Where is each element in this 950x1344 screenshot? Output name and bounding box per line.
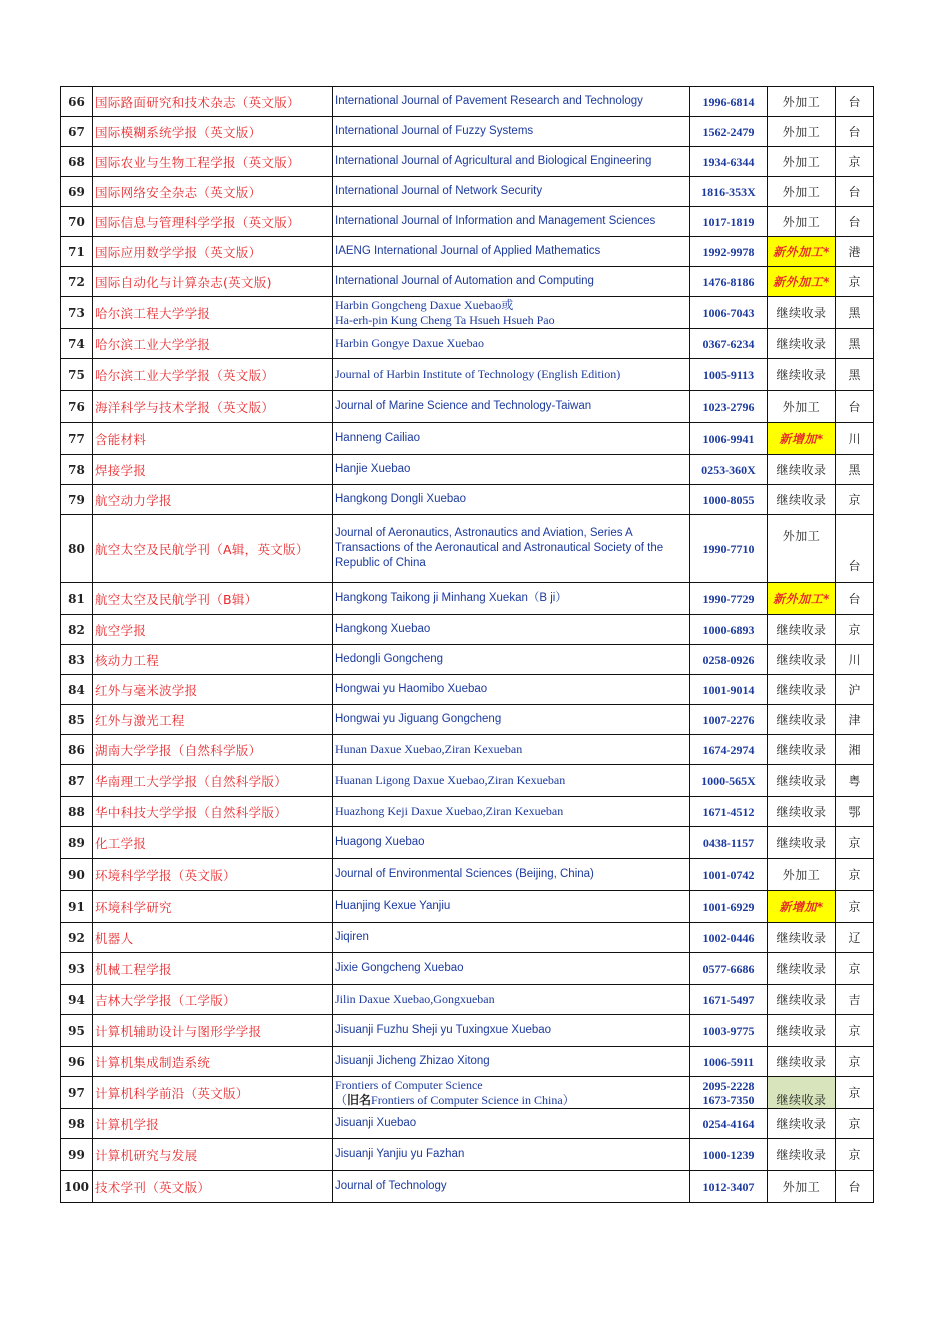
english-title: International Journal of Automation and Computing <box>333 267 690 297</box>
table-row <box>61 705 874 735</box>
english-title: International Journal of Network Security <box>333 177 690 207</box>
row-number: 95 <box>61 1015 93 1047</box>
issn: 1000-565X <box>690 765 768 797</box>
row-number: 87 <box>61 765 93 797</box>
region-cell: 京 <box>836 859 874 891</box>
chinese-title: 焊接学报 <box>93 455 333 485</box>
table-row <box>61 455 874 485</box>
chinese-title: 化工学报 <box>93 827 333 859</box>
region-cell: 鄂 <box>836 797 874 827</box>
region-cell: 京 <box>836 1139 874 1171</box>
chinese-title: 航空太空及民航学刊（A辑，英文版） <box>93 515 333 583</box>
row-number: 79 <box>61 485 93 515</box>
chinese-title: 哈尔滨工业大学学报 <box>93 329 333 359</box>
issn: 1005-9113 <box>690 359 768 391</box>
english-title: Huanjing Kexue Yanjiu <box>333 891 690 923</box>
status-cell: 外加工 <box>768 207 836 237</box>
issn: 0253-360X <box>690 455 768 485</box>
row-number: 84 <box>61 675 93 705</box>
chinese-title: 机器人 <box>93 923 333 953</box>
table-row <box>61 485 874 515</box>
table-row <box>61 1139 874 1171</box>
region-cell: 台 <box>836 583 874 615</box>
status-cell: 继续收录 <box>768 1015 836 1047</box>
region-cell: 京 <box>836 147 874 177</box>
status-cell: 继续收录 <box>768 485 836 515</box>
chinese-title: 哈尔滨工业大学学报（英文版） <box>93 359 333 391</box>
issn: 0577-6686 <box>690 953 768 985</box>
issn: 1003-9775 <box>690 1015 768 1047</box>
english-title: Jisuanji Yanjiu yu Fazhan <box>333 1139 690 1171</box>
issn: 1562-2479 <box>690 117 768 147</box>
issn: 1674-2974 <box>690 735 768 765</box>
english-title: Huanan Ligong Daxue Xuebao,Ziran Kexueban <box>333 765 690 797</box>
table-row <box>61 891 874 923</box>
status-cell: 继续收录 <box>768 359 836 391</box>
region-cell: 京 <box>836 267 874 297</box>
english-title-line: Harbin Gongcheng Daxue Xuebao或 <box>335 297 514 312</box>
status-cell: 新外加工* <box>768 267 836 297</box>
chinese-title: 华中科技大学学报（自然科学版） <box>93 797 333 827</box>
chinese-title: 技术学刊（英文版） <box>93 1171 333 1203</box>
region-cell: 台 <box>836 391 874 423</box>
row-number: 69 <box>61 177 93 207</box>
row-number: 91 <box>61 891 93 923</box>
english-title: International Journal of Agricultural and Biological Engineering <box>333 147 690 177</box>
english-title: Hongwai yu Jiguang Gongcheng <box>333 705 690 735</box>
region-cell: 港 <box>836 237 874 267</box>
chinese-title: 国际路面研究和技术杂志（英文版） <box>93 87 333 117</box>
issn: 1012-3407 <box>690 1171 768 1203</box>
chinese-title: 国际网络安全杂志（英文版） <box>93 177 333 207</box>
english-title <box>333 297 690 329</box>
row-number: 80 <box>61 515 93 583</box>
status-cell: 继续收录 <box>768 827 836 859</box>
issn: 1000-8055 <box>690 485 768 515</box>
english-title: Hanneng Cailiao <box>333 423 690 455</box>
english-title: International Journal of Information and Management Sciences <box>333 207 690 237</box>
issn: 0258-0926 <box>690 645 768 675</box>
row-number: 72 <box>61 267 93 297</box>
chinese-title: 计算机研究与发展 <box>93 1139 333 1171</box>
row-number: 68 <box>61 147 93 177</box>
row-number: 66 <box>61 87 93 117</box>
region-cell: 京 <box>836 891 874 923</box>
region-cell: 台 <box>836 87 874 117</box>
status-cell: 继续收录 <box>768 797 836 827</box>
region-cell: 黑 <box>836 297 874 329</box>
english-title: Hangkong Dongli Xuebao <box>333 485 690 515</box>
row-number: 96 <box>61 1047 93 1077</box>
english-title: Jiqiren <box>333 923 690 953</box>
table-row <box>61 237 874 267</box>
table-row <box>61 117 874 147</box>
english-title: Hunan Daxue Xuebao,Ziran Kexueban <box>333 735 690 765</box>
table-row <box>61 735 874 765</box>
english-title: Jisuanji Jicheng Zhizao Xitong <box>333 1047 690 1077</box>
english-title-bracket: （ <box>335 1092 348 1107</box>
chinese-title: 吉林大学学报（工学版） <box>93 985 333 1015</box>
status-cell: 继续收录 <box>768 1139 836 1171</box>
status-cell: 外加工 <box>768 515 836 583</box>
table-row <box>61 859 874 891</box>
region-cell: 京 <box>836 1047 874 1077</box>
status-cell: 继续收录 <box>768 735 836 765</box>
region-cell: 京 <box>836 827 874 859</box>
row-number: 76 <box>61 391 93 423</box>
chinese-title: 计算机辅助设计与图形学学报 <box>93 1015 333 1047</box>
row-number: 98 <box>61 1109 93 1139</box>
table-row <box>61 985 874 1015</box>
issn: 1671-5497 <box>690 985 768 1015</box>
status-cell: 继续收录 <box>768 765 836 797</box>
row-number: 83 <box>61 645 93 675</box>
english-title: Hangkong Taikong ji Minhang Xuekan（B ji） <box>333 583 690 615</box>
english-title: International Journal of Fuzzy Systems <box>333 117 690 147</box>
chinese-title: 含能材料 <box>93 423 333 455</box>
issn: 1001-0742 <box>690 859 768 891</box>
row-number: 89 <box>61 827 93 859</box>
issn: 0254-4164 <box>690 1109 768 1139</box>
region-cell: 台 <box>836 177 874 207</box>
chinese-title: 环境科学研究 <box>93 891 333 923</box>
english-title-line: Republic of China <box>335 557 426 569</box>
former-name-label: 旧名 <box>347 1092 372 1107</box>
region-cell: 京 <box>836 1109 874 1139</box>
issn: 1934-6344 <box>690 147 768 177</box>
table-row <box>61 87 874 117</box>
status-cell: 继续收录 <box>768 297 836 329</box>
status-cell: 继续收录 <box>768 455 836 485</box>
region-cell: 京 <box>836 485 874 515</box>
status-cell: 继续收录 <box>768 923 836 953</box>
row-number: 90 <box>61 859 93 891</box>
chinese-title: 国际应用数学学报（英文版） <box>93 237 333 267</box>
region-cell: 川 <box>836 423 874 455</box>
row-number: 97 <box>61 1077 93 1109</box>
status-cell: 外加工 <box>768 859 836 891</box>
row-number: 67 <box>61 117 93 147</box>
status-cell: 外加工 <box>768 117 836 147</box>
status-cell: 外加工 <box>768 391 836 423</box>
status-cell: 新增加* <box>768 891 836 923</box>
chinese-title: 华南理工大学学报（自然科学版） <box>93 765 333 797</box>
chinese-title: 红外与毫米波学报 <box>93 675 333 705</box>
english-title: Huagong Xuebao <box>333 827 690 859</box>
chinese-title: 红外与激光工程 <box>93 705 333 735</box>
region-cell: 台 <box>836 117 874 147</box>
status-cell: 继续收录 <box>768 1109 836 1139</box>
table-row <box>61 515 874 583</box>
row-number: 73 <box>61 297 93 329</box>
english-title: Hongwai yu Haomibo Xuebao <box>333 675 690 705</box>
row-number: 99 <box>61 1139 93 1171</box>
region-cell: 津 <box>836 705 874 735</box>
table-row <box>61 423 874 455</box>
status-cell: 继续收录 <box>768 1077 836 1109</box>
region-cell: 京 <box>836 615 874 645</box>
english-title: Journal of Marine Science and Technology-Taiwan <box>333 391 690 423</box>
region-cell: 吉 <box>836 985 874 1015</box>
issn: 1000-1239 <box>690 1139 768 1171</box>
table-row <box>61 297 874 329</box>
row-number: 82 <box>61 615 93 645</box>
english-title-line: Transactions of the Aeronautical and Astronautical Society of the <box>335 542 664 554</box>
issn: 1992-9978 <box>690 237 768 267</box>
row-number: 75 <box>61 359 93 391</box>
journal-table <box>60 86 874 1203</box>
row-number: 100 <box>61 1171 93 1203</box>
region-cell: 湘 <box>836 735 874 765</box>
issn: 1000-6893 <box>690 615 768 645</box>
chinese-title: 计算机科学前沿（英文版） <box>93 1077 333 1109</box>
chinese-title: 湖南大学学报（自然科学版） <box>93 735 333 765</box>
chinese-title: 核动力工程 <box>93 645 333 675</box>
status-cell: 新外加工* <box>768 583 836 615</box>
issn: 0438-1157 <box>690 827 768 859</box>
issn: 1017-1819 <box>690 207 768 237</box>
english-title: Hanjie Xuebao <box>333 455 690 485</box>
status-cell: 继续收录 <box>768 645 836 675</box>
chinese-title: 机械工程学报 <box>93 953 333 985</box>
region-cell: 台 <box>836 515 874 583</box>
row-number: 93 <box>61 953 93 985</box>
row-number: 74 <box>61 329 93 359</box>
english-title <box>333 1077 690 1109</box>
region-cell: 台 <box>836 207 874 237</box>
english-title: Jilin Daxue Xuebao,Gongxueban <box>333 985 690 1015</box>
table-row <box>61 177 874 207</box>
region-cell: 粤 <box>836 765 874 797</box>
row-number: 81 <box>61 583 93 615</box>
row-number: 94 <box>61 985 93 1015</box>
status-cell: 继续收录 <box>768 615 836 645</box>
status-cell: 继续收录 <box>768 675 836 705</box>
issn: 1006-9941 <box>690 423 768 455</box>
region-cell: 川 <box>836 645 874 675</box>
issn: 1006-5911 <box>690 1047 768 1077</box>
region-cell: 沪 <box>836 675 874 705</box>
status-cell: 外加工 <box>768 147 836 177</box>
status-cell: 继续收录 <box>768 1047 836 1077</box>
row-number: 70 <box>61 207 93 237</box>
region-cell: 京 <box>836 1015 874 1047</box>
row-number: 85 <box>61 705 93 735</box>
region-cell: 京 <box>836 953 874 985</box>
issn-line: 1673-7350 <box>702 1092 755 1107</box>
table-row <box>61 207 874 237</box>
status-cell: 继续收录 <box>768 953 836 985</box>
chinese-title: 航空学报 <box>93 615 333 645</box>
region-cell: 台 <box>836 1171 874 1203</box>
table-row <box>61 923 874 953</box>
table-row <box>61 1047 874 1077</box>
table-row <box>61 675 874 705</box>
table-row <box>61 615 874 645</box>
status-cell: 新增加* <box>768 423 836 455</box>
english-title: Huazhong Keji Daxue Xuebao,Ziran Kexueban <box>333 797 690 827</box>
status-cell: 外加工 <box>768 177 836 207</box>
table-row <box>61 583 874 615</box>
table-row <box>61 1109 874 1139</box>
issn <box>690 1077 768 1109</box>
chinese-title: 计算机集成制造系统 <box>93 1047 333 1077</box>
english-title: IAENG International Journal of Applied Mathematics <box>333 237 690 267</box>
status-cell: 外加工 <box>768 87 836 117</box>
table-row <box>61 359 874 391</box>
english-title-line: Ha-erh-pin Kung Cheng Ta Hsueh Hsueh Pao <box>335 312 555 327</box>
chinese-title: 国际模糊系统学报（英文版） <box>93 117 333 147</box>
row-number: 92 <box>61 923 93 953</box>
issn: 1990-7710 <box>690 515 768 583</box>
chinese-title: 国际信息与管理科学学报（英文版） <box>93 207 333 237</box>
former-name: Frontiers of Computer Science in China） <box>371 1092 575 1107</box>
table-row <box>61 1077 874 1109</box>
english-title: Journal of Technology <box>333 1171 690 1203</box>
issn: 1816-353X <box>690 177 768 207</box>
issn: 1996-6814 <box>690 87 768 117</box>
status-cell: 新外加工* <box>768 237 836 267</box>
row-number: 71 <box>61 237 93 267</box>
issn: 1671-4512 <box>690 797 768 827</box>
english-title: Jixie Gongcheng Xuebao <box>333 953 690 985</box>
english-title: Journal of Harbin Institute of Technology (English Edition) <box>333 359 690 391</box>
issn: 1001-6929 <box>690 891 768 923</box>
region-cell: 黑 <box>836 455 874 485</box>
chinese-title: 国际农业与生物工程学报（英文版） <box>93 147 333 177</box>
english-title: International Journal of Pavement Research and Technology <box>333 87 690 117</box>
table-row <box>61 765 874 797</box>
english-title-line: Frontiers of Computer Science <box>335 1077 483 1092</box>
region-cell: 黑 <box>836 359 874 391</box>
table-row <box>61 1015 874 1047</box>
english-title-line: Journal of Aeronautics, Astronautics and Aviation, Series A <box>335 527 633 539</box>
english-title: Harbin Gongye Daxue Xuebao <box>333 329 690 359</box>
region-cell: 京 <box>836 1077 874 1109</box>
status-cell: 外加工 <box>768 1171 836 1203</box>
table-row <box>61 267 874 297</box>
issn: 1007-2276 <box>690 705 768 735</box>
english-title: Jisuanji Fuzhu Sheji yu Tuxingxue Xuebao <box>333 1015 690 1047</box>
table-row <box>61 953 874 985</box>
issn: 1476-8186 <box>690 267 768 297</box>
row-number: 88 <box>61 797 93 827</box>
status-cell: 继续收录 <box>768 329 836 359</box>
issn: 1006-7043 <box>690 297 768 329</box>
table-row <box>61 329 874 359</box>
chinese-title: 环境科学学报（英文版） <box>93 859 333 891</box>
region-cell: 黑 <box>836 329 874 359</box>
table-row <box>61 827 874 859</box>
issn: 1023-2796 <box>690 391 768 423</box>
status-cell: 继续收录 <box>768 705 836 735</box>
table-row <box>61 1171 874 1203</box>
issn: 0367-6234 <box>690 329 768 359</box>
english-title: Journal of Environmental Sciences (Beijing, China) <box>333 859 690 891</box>
table-row <box>61 391 874 423</box>
chinese-title: 航空太空及民航学刊（B辑） <box>93 583 333 615</box>
english-title: Hedongli Gongcheng <box>333 645 690 675</box>
region-cell: 辽 <box>836 923 874 953</box>
chinese-title: 国际自动化与计算杂志(英文版) <box>93 267 333 297</box>
chinese-title: 海洋科学与技术学报（英文版） <box>93 391 333 423</box>
issn-line: 2095-2228 <box>702 1078 755 1093</box>
issn: 1002-0446 <box>690 923 768 953</box>
row-number: 86 <box>61 735 93 765</box>
status-cell: 继续收录 <box>768 985 836 1015</box>
row-number: 77 <box>61 423 93 455</box>
chinese-title: 哈尔滨工程大学学报 <box>93 297 333 329</box>
table-row <box>61 147 874 177</box>
row-number: 78 <box>61 455 93 485</box>
table-row <box>61 645 874 675</box>
table-row <box>61 797 874 827</box>
english-title-line <box>335 1093 687 1108</box>
english-title <box>333 515 690 583</box>
english-title: Hangkong Xuebao <box>333 615 690 645</box>
issn: 1990-7729 <box>690 583 768 615</box>
english-title: Jisuanji Xuebao <box>333 1109 690 1139</box>
chinese-title: 航空动力学报 <box>93 485 333 515</box>
chinese-title: 计算机学报 <box>93 1109 333 1139</box>
issn: 1001-9014 <box>690 675 768 705</box>
